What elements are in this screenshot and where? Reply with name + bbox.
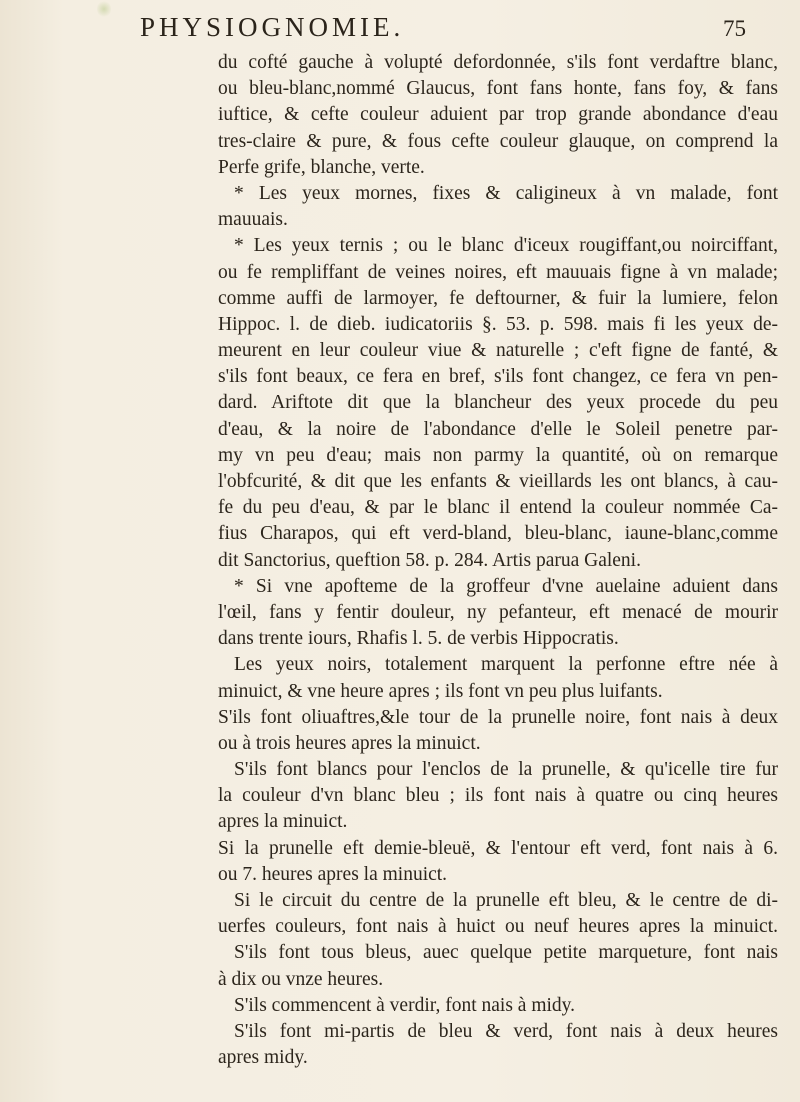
text-line: la couleur d'vn blanc bleu ; ils font nais à quatre ou cinq heures xyxy=(218,785,778,807)
text-line: fe du peu d'eau, & par le blanc il entend la couleur nommée Ca- xyxy=(218,497,778,519)
body-text xyxy=(218,50,778,1071)
text-line: ou bleu-blanc,nommé Glaucus, font fans honte, fans foy, & fans xyxy=(218,78,778,100)
text-line: S'ils font oliuaftres,&le tour de la prunelle noire, font nais à deux xyxy=(218,706,778,728)
text-line: S'ils font mi-partis de bleu & verd, font nais à deux heures xyxy=(234,1020,778,1042)
text-line: Hippoc. l. de dieb. iudicatoriis §. 53. p. 598. mais fi les yeux de- xyxy=(218,313,778,335)
text-line: à dix ou vnze heures. xyxy=(218,968,384,990)
text-line: s'ils font beaux, ce fera en bref, s'ils font changez, ce fera vn pen- xyxy=(218,366,778,388)
text-line: S'ils font blancs pour l'enclos de la prunelle, & qu'icelle tire fur xyxy=(234,759,778,781)
text-line: Si la prunelle eft demie-bleuë, & l'entour eft verd, font nais à 6. xyxy=(218,837,778,859)
text-line: my vn peu d'eau; mais non parmy la quantité, où on remarque xyxy=(218,444,778,466)
text-line: iuftice, & cefte couleur aduient par trop grande abondance d'eau xyxy=(218,104,778,126)
running-title: PHYSIOGNOMIE. xyxy=(140,12,405,42)
page-number: 75 xyxy=(723,16,746,41)
text-line: Perfe grife, blanche, verte. xyxy=(218,156,425,178)
text-line: S'ils font tous bleus, auec quelque petite marqueture, font nais xyxy=(234,942,778,964)
text-line: mauuais. xyxy=(218,209,288,231)
text-line: ou 7. heures apres la minuict. xyxy=(218,863,448,885)
text-line: minuict, & vne heure apres ; ils font vn peu plus luifants. xyxy=(218,680,663,702)
text-line: fius Charapos, qui eft verd-bland, bleu-blanc, iaune-blanc,comme xyxy=(218,523,778,545)
text-line: ou à trois heures apres la minuict. xyxy=(218,732,481,754)
text-line: ou fe rempliffant de veines noires, eft mauuais figne à vn malade; xyxy=(218,261,778,283)
text-line: uerfes couleurs, font nais à huict ou neuf heures apres la minuict. xyxy=(218,916,778,938)
text-line: tres-claire & pure, & fous cefte couleur glauque, on comprend la xyxy=(218,130,778,152)
text-line: * Si vne apofteme de la groffeur d'vne auelaine aduient dans xyxy=(234,575,778,597)
text-line: apres la minuict. xyxy=(218,811,348,833)
text-line: * Les yeux mornes, fixes & caligineux à vn malade, font xyxy=(234,182,778,204)
text-line: l'obfcurité, & dit que les enfants & vieillards les ont blancs, à cau- xyxy=(218,471,778,492)
text-line: dans trente iours, Rhafis l. 5. de verbis Hippocratis. xyxy=(218,628,619,650)
text-line: S'ils commencent à verdir, font nais à midy. xyxy=(234,994,576,1016)
text-line: Si le circuit du centre de la prunelle eft bleu, & le centre de di- xyxy=(234,890,778,911)
text-line: du cofté gauche à volupté defordonnée, s'ils font verdaftre blanc, xyxy=(218,52,778,73)
text-line: dit Sanctorius, queftion 58. p. 284. Artis parua Galeni. xyxy=(218,549,641,571)
page-header xyxy=(0,6,800,50)
text-line: l'œil, fans y fentir douleur, ny pefanteur, eft menacé de mourir xyxy=(218,601,778,623)
text-line: apres midy. xyxy=(218,1047,308,1069)
text-line: meurent en leur couleur viue & naturelle ; c'eft figne de fanté, & xyxy=(218,340,778,362)
text-line: * Les yeux ternis ; ou le blanc d'iceux rougiffant,ou noirciffant, xyxy=(234,235,778,257)
text-line: dard. Ariftote dit que la blancheur des yeux procede du peu xyxy=(218,392,778,414)
text-line: comme auffi de larmoyer, fe deftourner, & fuir la lumiere, felon xyxy=(218,287,778,309)
text-line: Les yeux noirs, totalement marquent la perfonne eftre née à xyxy=(234,654,778,676)
text-line: d'eau, & la noire de l'abondance d'elle le Soleil penetre par- xyxy=(218,418,778,440)
